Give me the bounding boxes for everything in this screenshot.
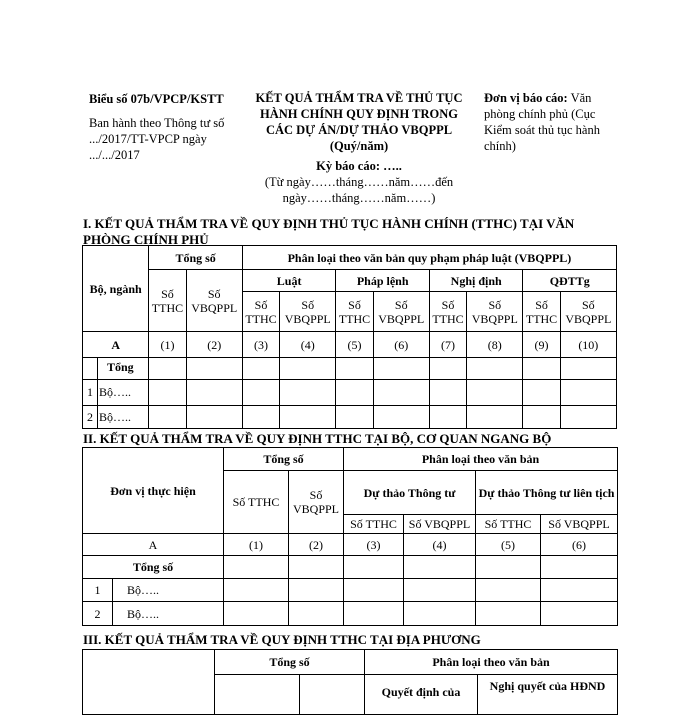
col-classification: Phân loại theo văn bản <box>365 650 618 675</box>
index-cell: (9) <box>523 332 560 358</box>
group-decree: Nghị định <box>429 270 523 292</box>
col-total: Tổng số <box>215 650 365 675</box>
group-circular-draft: Dự thảo Thông tư <box>344 471 476 515</box>
sub-vbqppl: Số VBQPPL <box>541 515 618 534</box>
sub-vbqppl: Số VBQPPL <box>373 292 429 332</box>
report-period: Kỳ báo cáo: ….. <box>316 159 402 173</box>
sub-vbqppl: Số VBQPPL <box>560 292 616 332</box>
index-cell: (8) <box>467 332 523 358</box>
group-ordinance: Pháp lệnh <box>336 270 430 292</box>
form-info <box>89 91 239 163</box>
index-row <box>83 332 617 358</box>
total-row <box>83 358 617 380</box>
row-number: 1 <box>83 579 113 602</box>
reporting-unit <box>484 90 624 154</box>
index-cell: (2) <box>186 332 242 358</box>
index-row <box>83 534 618 556</box>
col-total: Tổng số <box>224 448 344 471</box>
col-total-vbqppl: Số VBQPPL <box>186 270 242 332</box>
report-title: KẾT QUẢ THẨM TRA VỀ THỦ TỤC HÀNH CHÍNH QUY ĐỊNH TRONG CÁC DỰ ÁN/DỰ THẢO VBQPPL (Quý/năm) <box>255 91 463 153</box>
index-cell: A <box>83 534 224 556</box>
form-number: Biểu số 07b/VPCP/KSTT <box>89 92 224 106</box>
group-decision: Quyết định của <box>365 675 478 715</box>
col-classification: Phân loại theo văn bản <box>344 448 618 471</box>
row-name: Bộ….. <box>99 410 132 424</box>
row-name: Bộ….. <box>113 602 224 626</box>
col-unit: Đơn vị thực hiện <box>83 448 224 534</box>
col-total: Tổng số <box>149 246 243 270</box>
section-1-table <box>82 245 617 429</box>
col-total-vbqppl: Số VBQPPL <box>289 471 344 534</box>
group-resolution: Nghị quyết của HĐND <box>478 675 618 715</box>
table-row <box>83 406 617 429</box>
sub-tthc: Số TTHC <box>429 292 466 332</box>
sub-vbqppl: Số VBQPPL <box>404 515 476 534</box>
col-ministry: Bộ, ngành <box>83 246 149 332</box>
index-cell: A <box>83 332 149 358</box>
row-number: 2 <box>83 602 113 626</box>
group-law: Luật <box>242 270 336 292</box>
report-date-range: (Từ ngày……tháng……năm……đến ngày……tháng……năm……) <box>264 175 454 205</box>
reporting-unit-label: Đơn vị báo cáo: <box>484 91 568 105</box>
report-title-block <box>248 90 470 206</box>
section-1-title: I. KẾT QUẢ THẨM TRA VỀ QUY ĐỊNH THỦ TỤC HÀNH CHÍNH (TTHC) TẠI VĂN PHÒNG CHÍNH PHỦ <box>83 216 575 247</box>
index-cell: (6) <box>541 534 618 556</box>
group-pm-decision: QĐTTg <box>523 270 617 292</box>
index-cell: (1) <box>224 534 289 556</box>
row-number: 1 <box>83 380 98 405</box>
group-joint-circular-draft: Dự thảo Thông tư liên tịch <box>476 471 618 515</box>
total-row <box>83 556 618 579</box>
sub-tthc: Số TTHC <box>336 292 373 332</box>
sub-tthc: Số TTHC <box>242 292 279 332</box>
col-total-tthc: Số TTHC <box>149 270 186 332</box>
table-row <box>83 380 617 406</box>
index-cell: (2) <box>289 534 344 556</box>
table-row <box>83 579 618 602</box>
issued-by: Ban hành theo Thông tư số .../2017/TT-VPCP ngày .../.../2017 <box>89 116 225 162</box>
col-classification: Phân loại theo văn bản quy phạm pháp luật (VBQPPL) <box>242 246 616 270</box>
section-3-table <box>82 649 618 715</box>
sub-tthc: Số TTHC <box>344 515 404 534</box>
total-label: Tổng <box>107 360 134 375</box>
sub-vbqppl: Số VBQPPL <box>280 292 336 332</box>
index-cell: (3) <box>344 534 404 556</box>
index-cell: (3) <box>242 332 279 358</box>
section-2-table <box>82 447 618 626</box>
table-row <box>83 602 618 626</box>
reporting-unit-value: Văn phòng chính phủ (Cục Kiểm soát thủ tục hành chính) <box>484 91 600 153</box>
section-2-title: II. KẾT QUẢ THẨM TRA VỀ QUY ĐỊNH TTHC TẠI BỘ, CƠ QUAN NGANG BỘ <box>83 431 552 446</box>
index-cell: (5) <box>336 332 373 358</box>
index-cell: (5) <box>476 534 541 556</box>
sub-vbqppl: Số VBQPPL <box>467 292 523 332</box>
col-total-tthc: Số TTHC <box>224 471 289 534</box>
row-name: Bộ….. <box>113 579 224 602</box>
section-3-title: III. KẾT QUẢ THẨM TRA VỀ QUY ĐỊNH TTHC TẠI ĐỊA PHƯƠNG <box>83 632 481 647</box>
row-name: Bộ….. <box>99 385 132 399</box>
sub-tthc: Số TTHC <box>476 515 541 534</box>
index-cell: (7) <box>429 332 466 358</box>
index-cell: (1) <box>149 332 186 358</box>
total-label: Tổng số <box>83 556 224 579</box>
index-cell: (10) <box>560 332 616 358</box>
row-number: 2 <box>83 406 98 428</box>
index-cell: (4) <box>404 534 476 556</box>
index-cell: (4) <box>280 332 336 358</box>
sub-tthc: Số TTHC <box>523 292 560 332</box>
index-cell: (6) <box>373 332 429 358</box>
